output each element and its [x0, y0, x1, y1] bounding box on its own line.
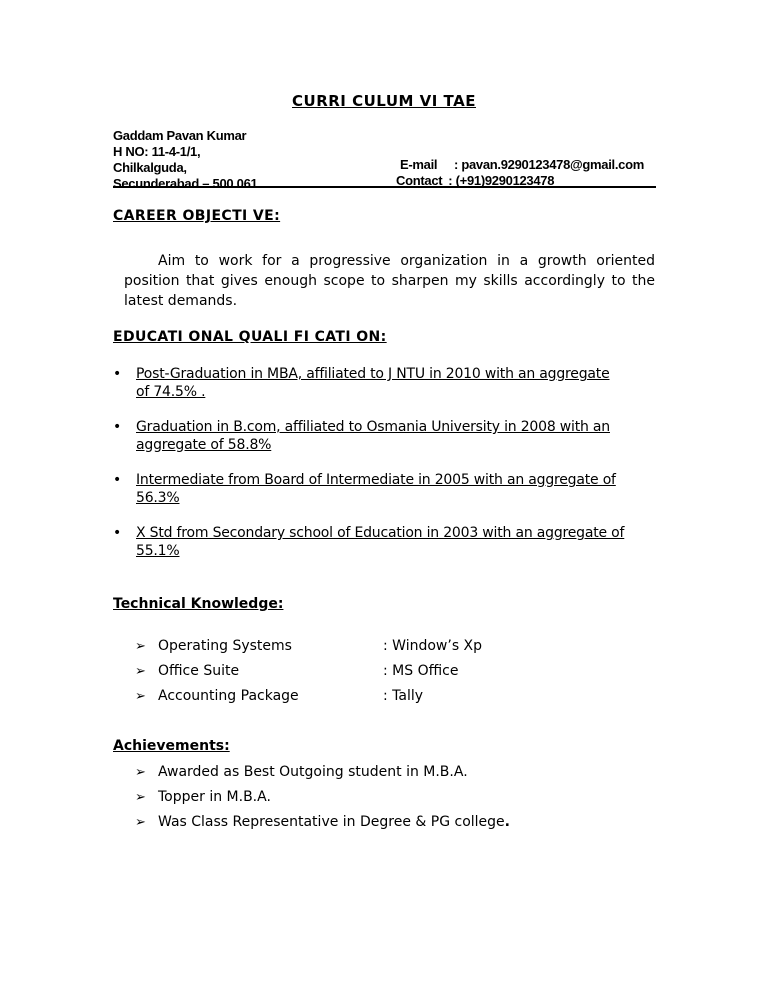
email-label: E-mail [400, 157, 438, 172]
skill-label: Operating Systems [158, 638, 292, 654]
bullet-icon: • [113, 525, 122, 541]
contact-label: Contact [396, 173, 443, 188]
arrow-bullet-icon: ➢ [135, 815, 146, 830]
list-item [135, 810, 635, 835]
achievement-period: . [504, 814, 510, 830]
list-item [135, 659, 635, 684]
education-line: Intermediate from Board of Intermediate in 2005 with an aggregate of [136, 472, 616, 488]
achievements-heading: Achievements: [113, 738, 230, 754]
achievement-text: Topper in M.B.A. [158, 789, 271, 805]
address-line-3: Secunderabad – 500 061. [113, 176, 261, 191]
bullet-icon: • [113, 472, 122, 488]
arrow-bullet-icon: ➢ [135, 639, 146, 654]
technical-heading: Technical Knowledge: [113, 596, 284, 612]
achievements-list [135, 760, 635, 835]
list-item [113, 525, 673, 560]
contact-address-block [113, 128, 261, 192]
email-row [396, 157, 644, 173]
list-item [135, 684, 635, 709]
arrow-bullet-icon: ➢ [135, 765, 146, 780]
career-objective-body: Aim to work for a progressive organization in a growth oriented position that gives enough scope to sharpen my skills accordingly to the latest demands. [124, 253, 655, 309]
achievement-text-body: Was Class Representative in Degree & PG college [158, 814, 505, 830]
document-title: CURRI CULUM VI TAE [292, 92, 476, 110]
list-item [135, 634, 635, 659]
bullet-icon: • [113, 419, 122, 435]
list-item [135, 785, 635, 810]
list-item [113, 419, 673, 454]
achievement-text [158, 810, 510, 835]
career-objective-heading: CAREER OBJECTI VE: [113, 208, 281, 224]
skill-value: : Window’s Xp [383, 638, 483, 654]
technical-list [135, 634, 635, 709]
skill-value: : MS Office [383, 663, 459, 679]
candidate-name: Gaddam Pavan Kumar [113, 128, 247, 143]
skill-label: Accounting Package [158, 688, 299, 704]
arrow-bullet-icon: ➢ [135, 664, 146, 679]
bullet-icon: • [113, 366, 122, 382]
education-line: aggregate of 58.8% [136, 436, 272, 453]
address-line-1: H NO: 11-4-1/1, [113, 144, 201, 159]
education-line: Graduation in B.com, affiliated to Osmania University in 2008 with an [136, 419, 610, 435]
list-item [113, 366, 673, 401]
contact-value: : (+91)9290123478 [448, 173, 555, 188]
education-line: 55.1% [136, 542, 180, 559]
arrow-bullet-icon: ➢ [135, 790, 146, 805]
education-line: of 74.5% . [136, 383, 206, 400]
achievement-text: Awarded as Best Outgoing student in M.B.A. [158, 764, 468, 780]
list-item [135, 760, 635, 785]
education-line: 56.3% [136, 489, 180, 506]
skill-label: Office Suite [158, 663, 240, 679]
education-list [113, 366, 673, 578]
education-line: X Std from Secondary school of Education in 2003 with an aggregate of [136, 525, 625, 541]
email-value: : pavan.9290123478@gmail.com [454, 157, 644, 172]
address-line-2: Chilkalguda, [113, 160, 187, 175]
education-line: Post-Graduation in MBA, affiliated to J NTU in 2010 with an aggregate [136, 366, 610, 382]
contact-details-block [396, 157, 644, 189]
career-objective-text [124, 251, 655, 311]
education-heading: EDUCATI ONAL QUALI FI CATI ON: [113, 329, 387, 345]
header-divider [113, 186, 656, 188]
arrow-bullet-icon: ➢ [135, 689, 146, 704]
skill-value: : Tally [383, 688, 424, 704]
list-item [113, 472, 673, 507]
